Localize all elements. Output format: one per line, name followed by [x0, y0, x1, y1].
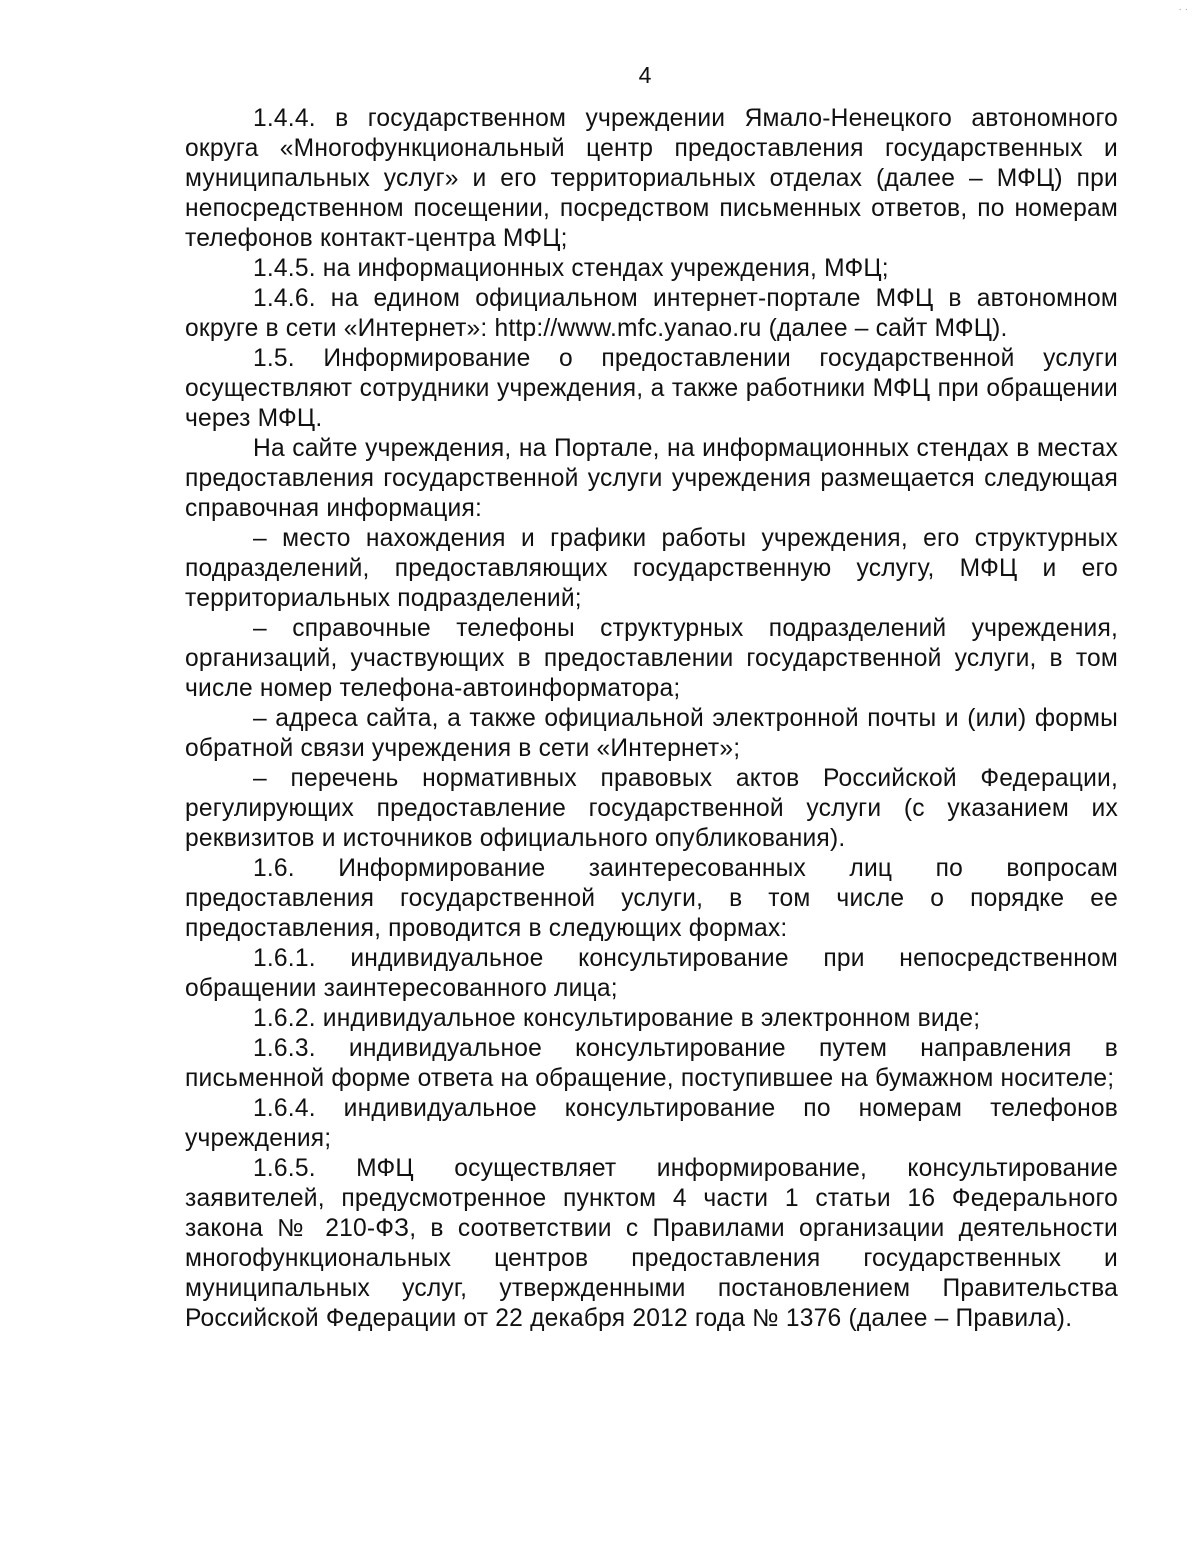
- paragraph-1-6-2: 1.6.2. индивидуальное консультирование в электронном виде;: [253, 1005, 981, 1032]
- paragraph-1-4-6: 1.4.6. на едином официальном интернет-портале МФЦ в автономном округе в сети «Интернет»: http://www.mfc.yanao.ru (далее – сайт МФЦ).: [185, 285, 1118, 342]
- list-item-legal-acts: – перечень нормативных правовых актов Российской Федерации, регулирующих предоставление государственной услуги (с указанием их реквизитов и источников официального опубликования).: [185, 765, 1118, 852]
- paragraph-1-6-5: 1.6.5. МФЦ осуществляет информирование, консультирование заявителей, предусмотренное пунктом 4 части 1 статьи 16 Федерального закона № 210-ФЗ, в соответствии с Правилами организации деятельности многофункциональных центров предоставления государственных и муниципальных услуг, утвержденными постановлением Правительства Российской Федерации от 22 декабря 2012 года № 1376 (далее – Правила).: [185, 1155, 1118, 1332]
- page-number: 4: [638, 62, 652, 88]
- paragraph-1-5: 1.5. Информирование о предоставлении государственной услуги осуществляют сотрудники учреждения, а также работники МФЦ при обращении через МФЦ.: [185, 345, 1118, 432]
- scan-mark: · ·: [1178, 4, 1188, 15]
- paragraph-1-6-1: 1.6.1. индивидуальное консультирование при непосредственном обращении заинтересованного лица;: [185, 945, 1118, 1002]
- paragraph-site-info: На сайте учреждения, на Портале, на информационных стендах в местах предоставления государственной услуги учреждения размещается следующая справочная информация:: [185, 435, 1118, 522]
- list-item-phones: – справочные телефоны структурных подразделений учреждения, организаций, участвующих в предоставлении государственной услуги, в том числе номер телефона-автоинформатора;: [185, 615, 1118, 702]
- paragraph-1-4-4: 1.4.4. в государственном учреждении Ямало-Ненецкого автономного округа «Многофункциональный центр предоставления государственных и муниципальных услуг» и его территориальных отделах (далее – МФЦ) при непосредственном посещении, посредством письменных ответов, по номерам телефонов контакт-центра МФЦ;: [185, 105, 1118, 252]
- paragraph-1-6: 1.6. Информирование заинтересованных лиц по вопросам предоставления государственной услуги, в том числе о порядке ее предоставления, проводится в следующих формах:: [185, 855, 1118, 942]
- document-body: [185, 104, 1118, 1334]
- list-item-addresses: – адреса сайта, а также официальной электронной почты и (или) формы обратной связи учреждения в сети «Интернет»;: [185, 705, 1118, 762]
- paragraph-1-4-5: 1.4.5. на информационных стендах учреждения, МФЦ;: [253, 255, 889, 282]
- paragraph-1-6-4: 1.6.4. индивидуальное консультирование по номерам телефонов учреждения;: [185, 1095, 1118, 1152]
- paragraph-1-6-3: 1.6.3. индивидуальное консультирование путем направления в письменной форме ответа на обращение, поступившее на бумажном носителе;: [185, 1035, 1118, 1092]
- list-item-location: – место нахождения и графики работы учреждения, его структурных подразделений, предоставляющих государственную услугу, МФЦ и его территориальных подразделений;: [185, 525, 1118, 612]
